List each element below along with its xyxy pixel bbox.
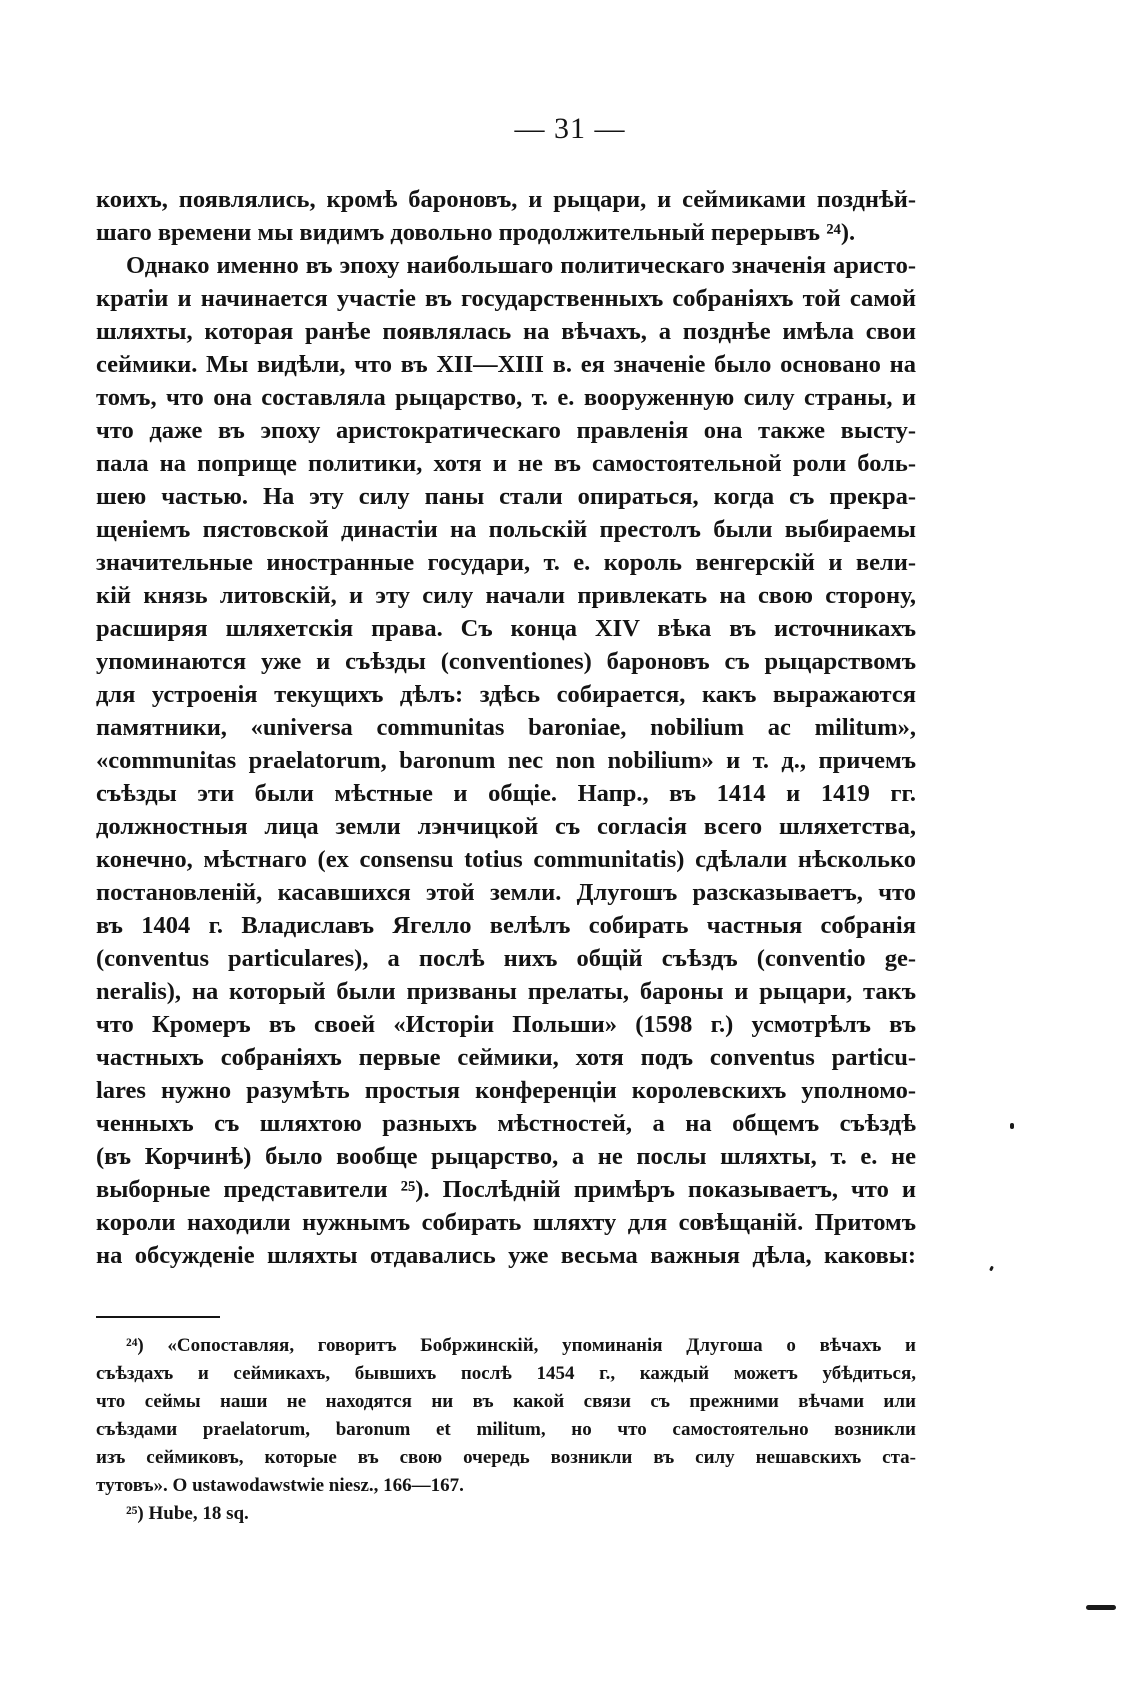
text-line: выборные представители ²⁵). Послѣдній примѣръ показываетъ, что и — [96, 1176, 916, 1203]
footnote-line: съѣздахъ и сеймикахъ, бывшихъ послѣ 1454 г., каждый можетъ убѣдиться, — [96, 1363, 916, 1384]
ink-speck — [989, 1266, 994, 1272]
text-line: кратіи и начинается участіе въ государственныхъ собраніяхъ той самой — [96, 285, 916, 312]
text-line: томъ, что она составляла рыцарство, т. е. вооруженную силу страны, и — [96, 384, 916, 411]
text-line: neralis), на который были призваны прелаты, бароны и рыцари, такъ — [96, 978, 916, 1005]
footnote-line: тутовъ». O ustawodawstwie niesz., 166—167. — [96, 1475, 464, 1496]
text-line: «communitas praelatorum, baronum nec non nobilium» и т. д., причемъ — [96, 747, 916, 774]
text-line: упоминаются уже и съѣзды (conventiones) бароновъ съ рыцарствомъ — [96, 648, 916, 675]
ink-mark — [1086, 1605, 1116, 1610]
text-line: съѣзды эти были мѣстные и общіе. Напр., въ 1414 и 1419 гг. — [96, 780, 916, 807]
text-line: пала на поприще политики, хотя и не въ самостоятельной роли боль- — [96, 450, 916, 477]
text-line: сеймики. Мы видѣли, что въ XII—XIII в. ея значеніе было основано на — [96, 351, 916, 378]
footnote-line: изъ сеймиковъ, которые въ свою очередь возникли въ силу нешавскихъ ста- — [96, 1447, 916, 1468]
text-line: щеніемъ пястовской династіи на польскій престолъ были выбираемы — [96, 516, 916, 543]
text-line: шляхты, которая ранѣе появлялась на вѣчахъ, а позднѣе имѣла свои — [96, 318, 916, 345]
text-line: на обсужденіе шляхты отдавались уже весьма важныя дѣла, каковы: — [96, 1242, 916, 1269]
text-line: для устроенія текущихъ дѣлъ: здѣсь собирается, какъ выражаются — [96, 681, 916, 708]
footnote-line: что сеймы наши не находятся ни въ какой связи съ прежними вѣчами или — [96, 1391, 916, 1412]
text-line: въ 1404 г. Владиславъ Ягелло велѣлъ собирать частныя собранія — [96, 912, 916, 939]
text-line: должностныя лица земли лэнчицкой съ согласія всего шляхетства, — [96, 813, 916, 840]
text-line: Однако именно въ эпоху наибольшаго политическаго значенія аристо- — [126, 252, 916, 279]
footnote-line: съѣздами praelatorum, baronum et militum, но что самостоятельно возникли — [96, 1419, 916, 1440]
text-line: (въ Корчинѣ) было вообще рыцарство, а не послы шляхты, т. е. не — [96, 1143, 916, 1170]
text-line: кій князь литовскій, и эту силу начали привлекать на свою сторону, — [96, 582, 916, 609]
text-line: значительные иностранные государи, т. е. король венгерскій и вели- — [96, 549, 916, 576]
text-line: что Кромеръ въ своей «Исторіи Польши» (1598 г.) усмотрѣлъ въ — [96, 1011, 916, 1038]
text-line: расширяя шляхетскія права. Съ конца XIV вѣка въ источникахъ — [96, 615, 916, 642]
footnote-line: ²⁴) «Сопоставляя, говоритъ Бобржинскій, упоминанія Длугоша о вѣчахъ и — [126, 1335, 916, 1356]
text-line: шаго времени мы видимъ довольно продолжительный перерывъ ²⁴). — [96, 219, 856, 246]
text-line: lares нужно разумѣть простыя конференціи королевскихъ уполномо- — [96, 1077, 916, 1104]
text-line: частныхъ собраніяхъ первые сеймики, хотя подъ conventus particu- — [96, 1044, 916, 1071]
main-text — [96, 183, 916, 1272]
text-line: постановленій, касавшихся этой земли. Длугошъ разсказываетъ, что — [96, 879, 916, 906]
text-line: (conventus particulares), а послѣ нихъ общій съѣздъ (conventio ge- — [96, 945, 916, 972]
text-line: конечно, мѣстнаго (ex consensu totius communitatis) сдѣлали нѣсколько — [96, 846, 916, 873]
text-line: что даже въ эпоху аристократическаго правленія она также высту- — [96, 417, 916, 444]
page-number: — 31 — — [514, 112, 626, 145]
text-line: коихъ, появлялись, кромѣ бароновъ, и рыцари, и сеймиками позднѣй- — [96, 186, 916, 213]
text-line: короли находили нужнымъ собирать шляхту для совѣщаній. Притомъ — [96, 1209, 916, 1236]
footnote-divider — [96, 1316, 220, 1318]
text-line: шею частью. На эту силу паны стали опираться, когда съ прекра- — [96, 483, 916, 510]
footnote-line: ²⁵) Hube, 18 sq. — [126, 1503, 249, 1524]
text-line: ченныхъ съ шляхтою разныхъ мѣстностей, а на общемъ съѣздѣ — [96, 1110, 916, 1137]
footnotes — [96, 1332, 916, 1528]
text-line: памятники, «universa communitas baroniae, nobilium ac militum», — [96, 714, 916, 741]
ink-speck — [1010, 1123, 1014, 1129]
